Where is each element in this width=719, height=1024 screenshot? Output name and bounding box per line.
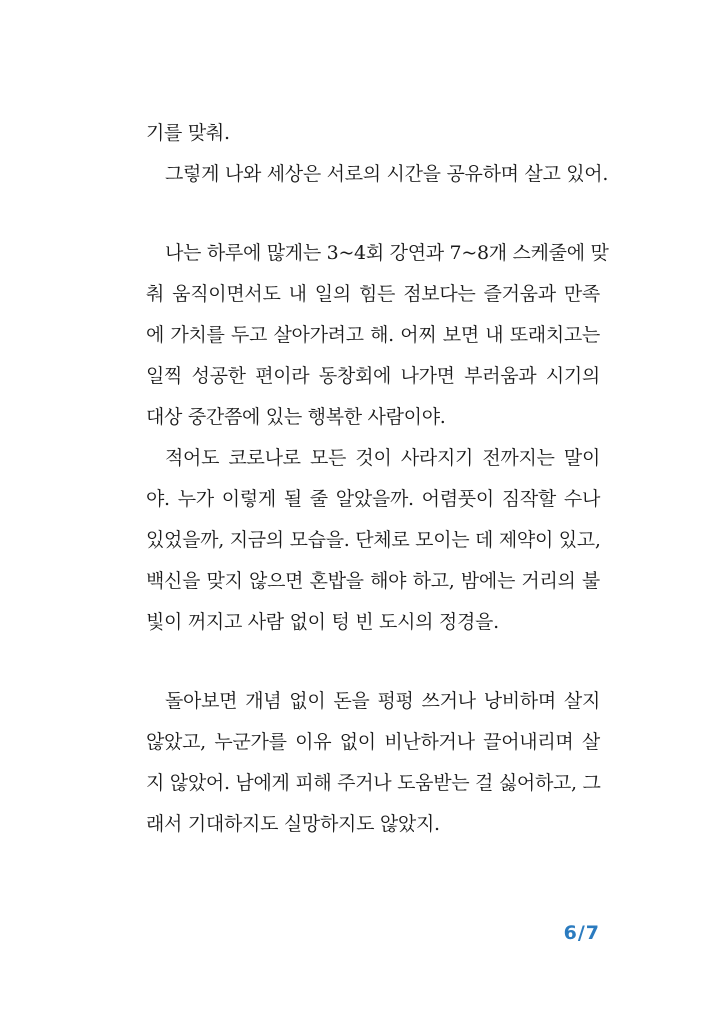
text-line: 래서 기대하지도 실망하지도 않았지. (146, 813, 440, 835)
text-line: 백신을 맞지 않으면 혼밥을 해야 하고, 밤에는 거리의 불 (146, 570, 600, 592)
paragraph-gap (146, 643, 600, 681)
text-line: 일찍 성공한 편이라 동창회에 나가면 부러움과 시기의 (146, 365, 600, 387)
paragraph-gap (146, 195, 600, 233)
text-line: 지 않았어. 남에게 피해 주거나 도움받는 걸 싫어하고, 그 (146, 772, 601, 794)
text-line: 빛이 꺼지고 사람 없이 텅 빈 도시의 정경을. (146, 611, 499, 633)
text-line: 대상 중간쯤에 있는 행복한 사람이야. (146, 406, 446, 428)
text-line: 춰 움직이면서도 내 일의 힘든 점보다는 즐거움과 만족 (146, 283, 600, 305)
text-line: 기를 맞춰. (146, 122, 230, 144)
text-line: 야. 누가 이렇게 될 줄 알았을까. 어렴풋이 짐작할 수나 (146, 488, 600, 510)
page-number: 6/7 (563, 922, 600, 944)
text-line: 돌아보면 개념 없이 돈을 펑펑 쓰거나 낭비하며 살지 (165, 690, 600, 712)
paragraph (146, 154, 609, 195)
text-line: 있었을까, 지금의 모습을. 단체로 모이는 데 제약이 있고, (146, 529, 601, 551)
paragraph (146, 438, 600, 643)
text-line: 에 가치를 두고 살아가려고 해. 어찌 보면 내 또래치고는 (146, 324, 600, 346)
body-text (146, 113, 609, 845)
text-line: 그렇게 나와 세상은 서로의 시간을 공유하며 살고 있어. (165, 163, 609, 185)
paragraph (146, 113, 600, 154)
paragraph (146, 233, 609, 438)
text-line: 않았고, 누군가를 이유 없이 비난하거나 끌어내리며 살 (146, 731, 600, 753)
paragraph (146, 681, 600, 845)
text-line: 나는 하루에 많게는 3~4회 강연과 7~8개 스케줄에 맞 (165, 242, 609, 264)
text-line: 적어도 코로나로 모든 것이 사라지기 전까지는 말이 (165, 447, 600, 469)
